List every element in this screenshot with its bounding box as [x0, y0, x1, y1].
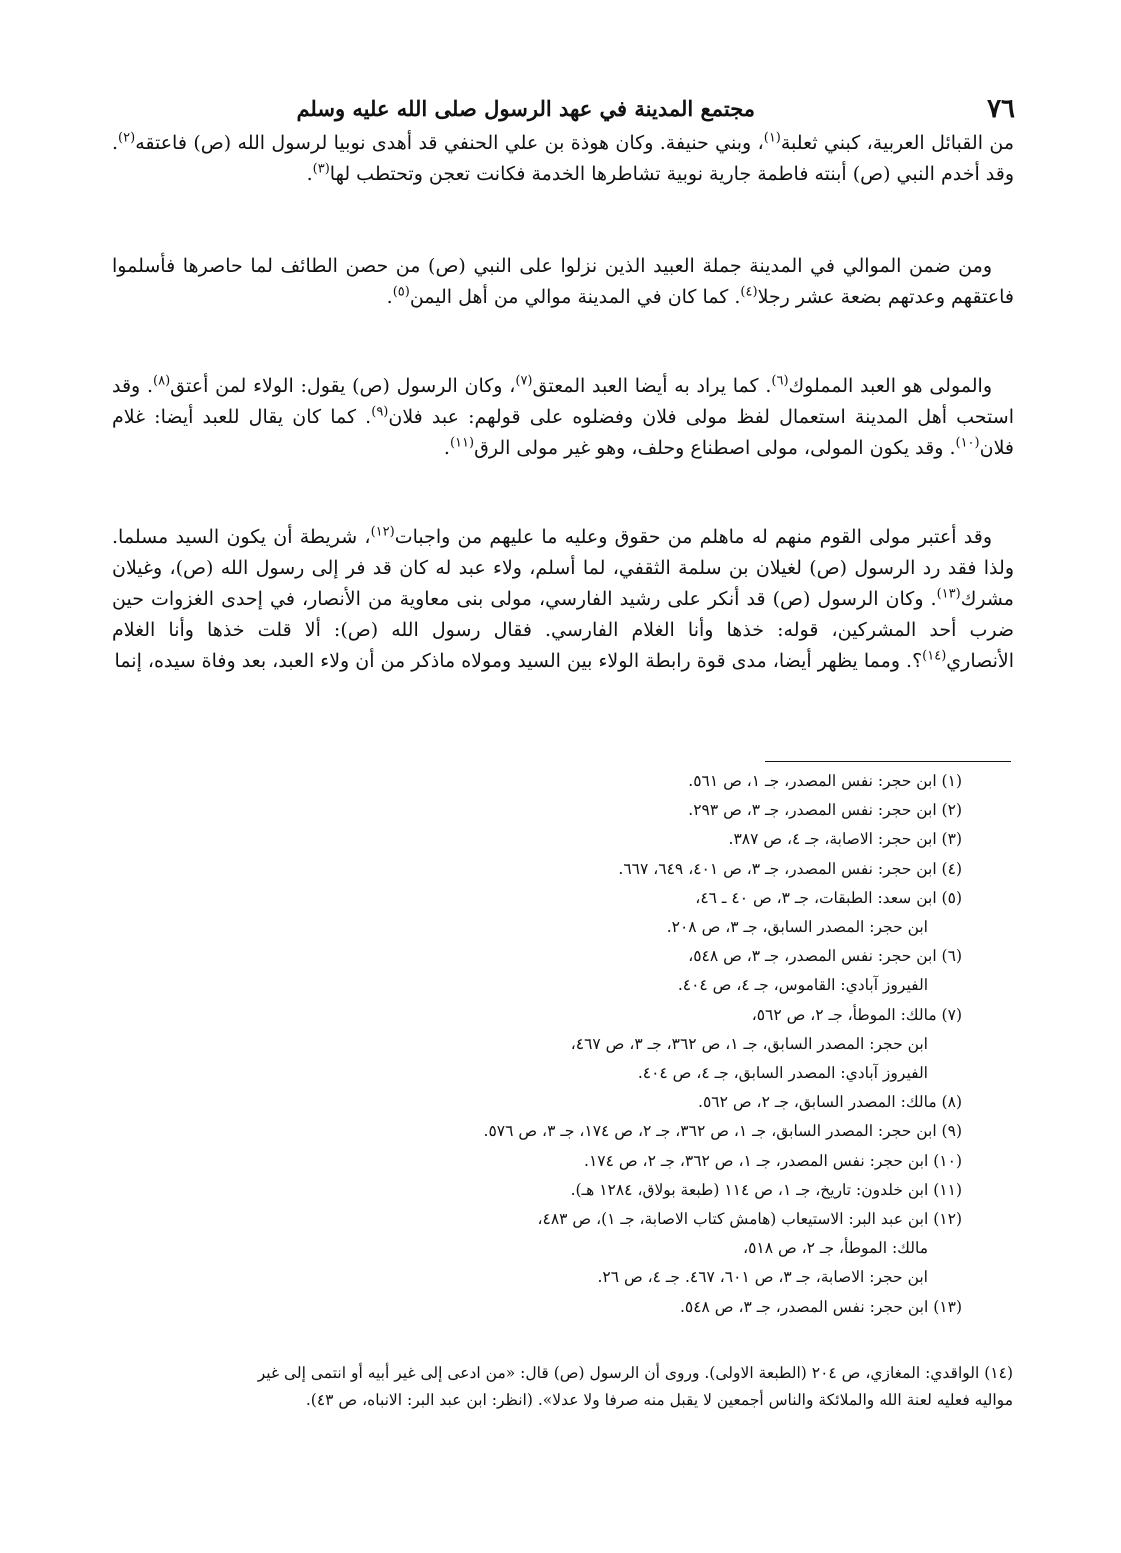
footnote-entry: ابن حجر: المصدر السابق، جـ ١، ص ٣٦٢، جـ ٣، ص ٤٦٧، — [570, 1034, 928, 1053]
footnote-ref[interactable]: (٨) — [153, 373, 171, 389]
footnote-entry: (٤) ابن حجر: نفس المصدر، جـ ٣، ص ٤٠١، ٦٤٩، ٦٦٧. — [618, 859, 962, 878]
footnote-entry: (١٠) ابن حجر: نفس المصدر، جـ ١، ص ٣٦٢، جـ ٢، ص ١٧٤. — [584, 1151, 962, 1170]
footnote-entry: (٢) ابن حجر: نفس المصدر، جـ ٣، ص ٢٩٣. — [688, 801, 962, 820]
text-run: وقد أعتبر مولى القوم منهم له ماهلم من حقوق وعليه ما عليهم من واجبات — [394, 526, 993, 548]
page-header — [110, 92, 1015, 126]
footnote-ref[interactable]: (٤) — [740, 284, 758, 300]
paragraph-1 — [112, 128, 1014, 190]
footnote-separator — [765, 761, 1011, 762]
footnote-ref[interactable]: (٣) — [312, 161, 330, 177]
text-run: الأنصاري — [946, 650, 1014, 672]
text-run: ، وبني حنيفة. وكان هوذة بن علي الحنفي قد أهدى نوبيا لرسول الله (ص) — [193, 132, 764, 154]
text-run: ؟. ومما يظهر أيضا، مدى قوة رابطة الولاء بين السيد ومولاه ماذكر من أن ولاء العبد، بعد وفاة سيده، إنما — [114, 650, 923, 672]
text-run: . — [386, 286, 393, 308]
text-run: ضرب أحد المشركين، قوله: خذها وأنا الغلام الفارسي. فقال رسول الله (ص): ألا قلت خذها وأنا الغلام — [112, 619, 1014, 641]
text-run: فاعتقه — [135, 132, 187, 154]
footnote-ref[interactable]: (٧) — [515, 373, 533, 389]
text-run: ، وكان الرسول (ص) يقول: الولاء لمن أعتق — [170, 375, 516, 397]
footnote-ref[interactable]: (١٢) — [370, 524, 395, 540]
footnote-entry: (١٣) ابن حجر: نفس المصدر، جـ ٣، ص ٥٤٨. — [679, 1297, 962, 1316]
footnote-entry: (٦) ابن حجر: نفس المصدر، جـ ٣، ص ٥٤٨، — [688, 947, 962, 966]
footnote-ref[interactable]: (٥) — [392, 284, 410, 300]
text-run: فاعتقهم وعدتهم بضعة عشر رجلا — [757, 286, 1014, 308]
footnotes-list — [100, 767, 962, 1322]
footnote-entry: ابن حجر: المصدر السابق، جـ ٣، ص ٢٠٨. — [666, 918, 928, 937]
footnote-14 — [100, 1360, 1013, 1414]
running-title: مجتمع المدينة في عهد الرسول صلى الله عليه وسلم — [296, 96, 755, 121]
text-run: . وقد أخدم النبي (ص) أبنته فاطمة جارية نوبية تشاطرها الخدمة فكانت تعجن وتحتطب لها — [112, 132, 1014, 185]
footnote-ref[interactable]: (١١) — [449, 435, 475, 451]
paragraph-2 — [112, 251, 1014, 313]
text-run: والمولى هو العبد المملوك — [788, 375, 992, 397]
text-run: ولذا فقد رد الرسول (ص) لغيلان بن سلمة الثقفي، لما أسلم، ولاء عبد له كان قد فر إلى رسول الله (ص)، وغيلان — [112, 557, 1014, 579]
footnote-ref[interactable]: (٢) — [118, 130, 136, 146]
footnote-ref[interactable]: (١٤) — [922, 648, 947, 664]
text-run: مشرك — [960, 588, 1014, 610]
text-run: . وقد يكون المولى، مولى اصطناع وحلف، وهو غير مولى الرق — [474, 437, 956, 459]
footnote-entry: (٨) مالك: المصدر السابق، جـ ٢، ص ٥٦٢. — [698, 1093, 962, 1112]
body-text — [112, 128, 1014, 677]
text-run: . — [306, 163, 313, 185]
footnote-entry: (١١) ابن خلدون: تاريخ، جـ ١، ص ١١٤ (طبعة بولاق، ١٢٨٤ هـ). — [570, 1180, 962, 1199]
paragraph-4 — [112, 522, 1014, 677]
footnote-entry: (٣) ابن حجر: الاصابة، جـ ٤، ص ٣٨٧. — [728, 830, 962, 849]
text-run: ومن ضمن الموالي في المدينة جملة العبيد الذين نزلوا على النبي (ص) من حصن الطائف لما حاصرها فأسلموا — [112, 255, 992, 277]
paragraph-3 — [112, 371, 1014, 464]
footnote-ref[interactable]: (٩) — [371, 404, 389, 420]
footnote-ref[interactable]: (٦) — [771, 373, 789, 389]
footnote-entry: الفيروز آبادي: القاموس، جـ ٤، ص ٤٠٤. — [677, 976, 928, 995]
footnote-entry: (٥) ابن سعد: الطبقات، جـ ٣، ص ٤٠ ـ ٤٦، — [695, 888, 962, 907]
text-run: فلان — [979, 437, 1014, 459]
text-run: ، شريطة أن يكون السيد مسلما. — [112, 526, 371, 548]
footnote-ref[interactable]: (١٠) — [955, 435, 980, 451]
text-run: . — [146, 375, 154, 397]
footnote-entry: (١) ابن حجر: نفس المصدر، جـ ١، ص ٥٦١. — [688, 772, 962, 790]
footnote-entry: (٧) مالك: الموطأ، جـ ٢، ص ٥٦٢، — [751, 1005, 962, 1024]
footnote-ref[interactable]: (١٣) — [936, 586, 961, 602]
footnote-entry: الفيروز آبادي: المصدر السابق، جـ ٤، ص ٤٠٤. — [637, 1064, 928, 1083]
footnote-14-line-2: مواليه فعليه لعنة الله والملائكة والناس أجمعين لا يقبل منه صرفا ولا عدلا». (انظر: ابن عبد البر: الانباه، ص ٤٣). — [305, 1391, 1013, 1409]
footnote-ref[interactable]: (١) — [763, 130, 781, 146]
page-number: ٧٦ — [987, 94, 1015, 124]
text-run: من القبائل العربية، كبني ثعلبة — [780, 132, 1014, 154]
text-run: . وكان الرسول (ص) قد أنكر على رشيد الفارسي، مولى بنى معاوية من الأنصار، في إحدى الغزوات حين — [112, 588, 937, 610]
footnote-entry: مالك: الموطأ، جـ ٢، ص ٥١٨، — [743, 1239, 928, 1258]
footnote-14-line-1: (١٤) الواقدي: المغازي، ص ٢٠٤ (الطبعة الاولى). وروى أن الرسول (ص) قال: «من ادعى إلى غير أبيه أو انتمى إلى غير — [257, 1364, 1013, 1382]
text-run: وقد استحب أهل المدينة استعمال لفظ مولى فلان وفضلوه على قولهم: عبد فلان — [112, 375, 1014, 428]
text-run: . — [443, 437, 450, 459]
text-run: . كما كان يقال للعبد أيضا: غلام — [112, 406, 372, 428]
footnote-entry: ابن حجر: الاصابة، جـ ٣، ص ٦٠١، ٤٦٧. جـ ٤، ص ٢٦. — [597, 1268, 928, 1287]
text-run: . كما يراد به أيضا العبد المعتق — [532, 375, 772, 397]
footnote-entry: (٩) ابن حجر: المصدر السابق، جـ ١، ص ٣٦٢، جـ ٢، ص ١٧٤، جـ ٣، ص ٥٧٦. — [483, 1122, 962, 1141]
footnote-entry: (١٢) ابن عبد البر: الاستيعاب (هامش كتاب الاصابة، جـ ١)، ص ٤٨٣، — [537, 1210, 962, 1229]
text-run: . كما كان في المدينة موالي من أهل اليمن — [409, 286, 741, 308]
